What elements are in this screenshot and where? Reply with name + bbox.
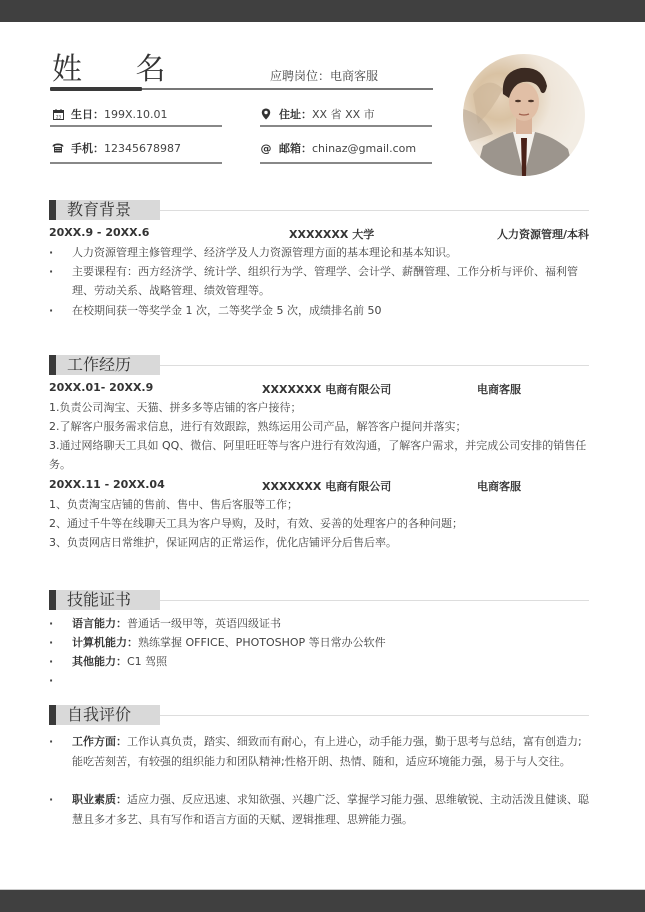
applied-position: 应聘岗位：电商客服	[270, 69, 379, 83]
location-pin-icon	[259, 108, 273, 120]
section-divider	[160, 600, 589, 601]
list-item: · 人力资源管理主修管理学、经济学及人力资源管理方面的基本理论和基本知识。	[49, 246, 457, 259]
candidate-name: 姓 名	[52, 52, 188, 87]
info-phone: 手机： 12345678987	[51, 140, 181, 156]
section-header-work: 工作经历	[49, 355, 589, 375]
info-birth: 23 生日： 199X.10.01	[51, 106, 168, 122]
job-duty: 2.了解客户服务需求信息，进行有效跟踪，熟练运用公司产品，解答客户提问并落实；	[49, 420, 467, 433]
education-entry: 20XX.9 - 20XX.6 XXXXXXX 大学 人力资源管理/本科	[49, 226, 589, 241]
section-bar	[49, 705, 56, 725]
job-duty: 1.负责公司淘宝、天猫、拼多多等店铺的客户接待；	[49, 401, 302, 414]
section-header-skills: 技能证书	[49, 590, 589, 610]
self-eval-item: · 工作方面：工作认真负责，踏实、细致而有耐心，有上进心，动手能力强，勤于思考与总结，富有创造力;能吃苦刻苦，有较强的组织能力和团队精神;性格开朗、热情、随和，适应环境能力强，易于与人交往。	[49, 735, 582, 768]
section-bar	[49, 355, 56, 375]
job-duty: 1、负责淘宝店铺的售前、售中、售后客服等工作；	[49, 498, 298, 511]
job-entry: 20XX.11 - 20XX.04 XXXXXXX 电商有限公司 电商客服	[49, 478, 521, 493]
list-item: · 在校期间获一等奖学金 1 次，二等奖学金 5 次，成绩排名前 50	[49, 304, 382, 317]
section-divider	[160, 210, 589, 211]
info-underline	[260, 125, 432, 127]
at-icon: @	[260, 141, 272, 155]
job-duty: 2、通过千牛等在线聊天工具为客户导购，及时，有效、妥善的处理客户的各种问题；	[49, 517, 463, 530]
info-address: 住址： XX 省 XX 市	[259, 106, 375, 122]
self-eval-item: · 职业素质：适应力强、反应迅速、求知欲强、兴趣广泛、掌握学习能力强、思维敏锐、主动活泼且健谈、聪慧且多才多艺、具有写作和语言方面的天赋、逻辑推理、思辨能力强。	[49, 793, 589, 826]
skill-item: · 计算机能力：熟练掌握 OFFICE、PHOTOSHOP 等日常办公软件	[49, 636, 386, 649]
svg-text:23: 23	[55, 114, 61, 119]
calendar-icon	[51, 109, 65, 120]
section-bar	[49, 200, 56, 220]
section-header-self-evaluation: 自我评价	[49, 705, 589, 725]
info-underline	[50, 162, 222, 164]
section-divider	[160, 365, 589, 366]
telephone-icon	[51, 143, 65, 153]
list-item: · 主要课程有：西方经济学、统计学、组织行为学、管理学、会计学、薪酬管理、工作分析与评价、福利管理、劳动关系、战略管理、绩效管理等。	[49, 265, 578, 297]
info-underline	[50, 125, 222, 127]
info-underline	[260, 162, 432, 164]
section-bar	[49, 590, 56, 610]
skill-item: · 其他能力：C1 驾照	[49, 655, 168, 668]
section-header-education: 教育背景	[49, 200, 589, 220]
top-bar	[0, 0, 645, 22]
bottom-bar	[0, 889, 645, 912]
section-divider	[160, 715, 589, 716]
skill-item: · 语言能力：普通话一级甲等，英语四级证书	[49, 617, 281, 630]
job-entry: 20XX.01- 20XX.9 XXXXXXX 电商有限公司 电商客服	[49, 381, 521, 396]
info-email: @ 邮箱： chinaz@gmail.com	[260, 141, 417, 155]
name-underline-accent	[50, 87, 142, 91]
profile-photo	[463, 54, 585, 176]
job-duty: 3、负责网店日常维护，保证网店的正常运作，优化店铺评分后售后率。	[49, 536, 397, 549]
job-duty: 3.通过网络聊天工具如 QQ、微信、阿里旺旺等与客户进行有效沟通，了解客户需求，并完成公司安排的销售任务。	[49, 439, 587, 471]
